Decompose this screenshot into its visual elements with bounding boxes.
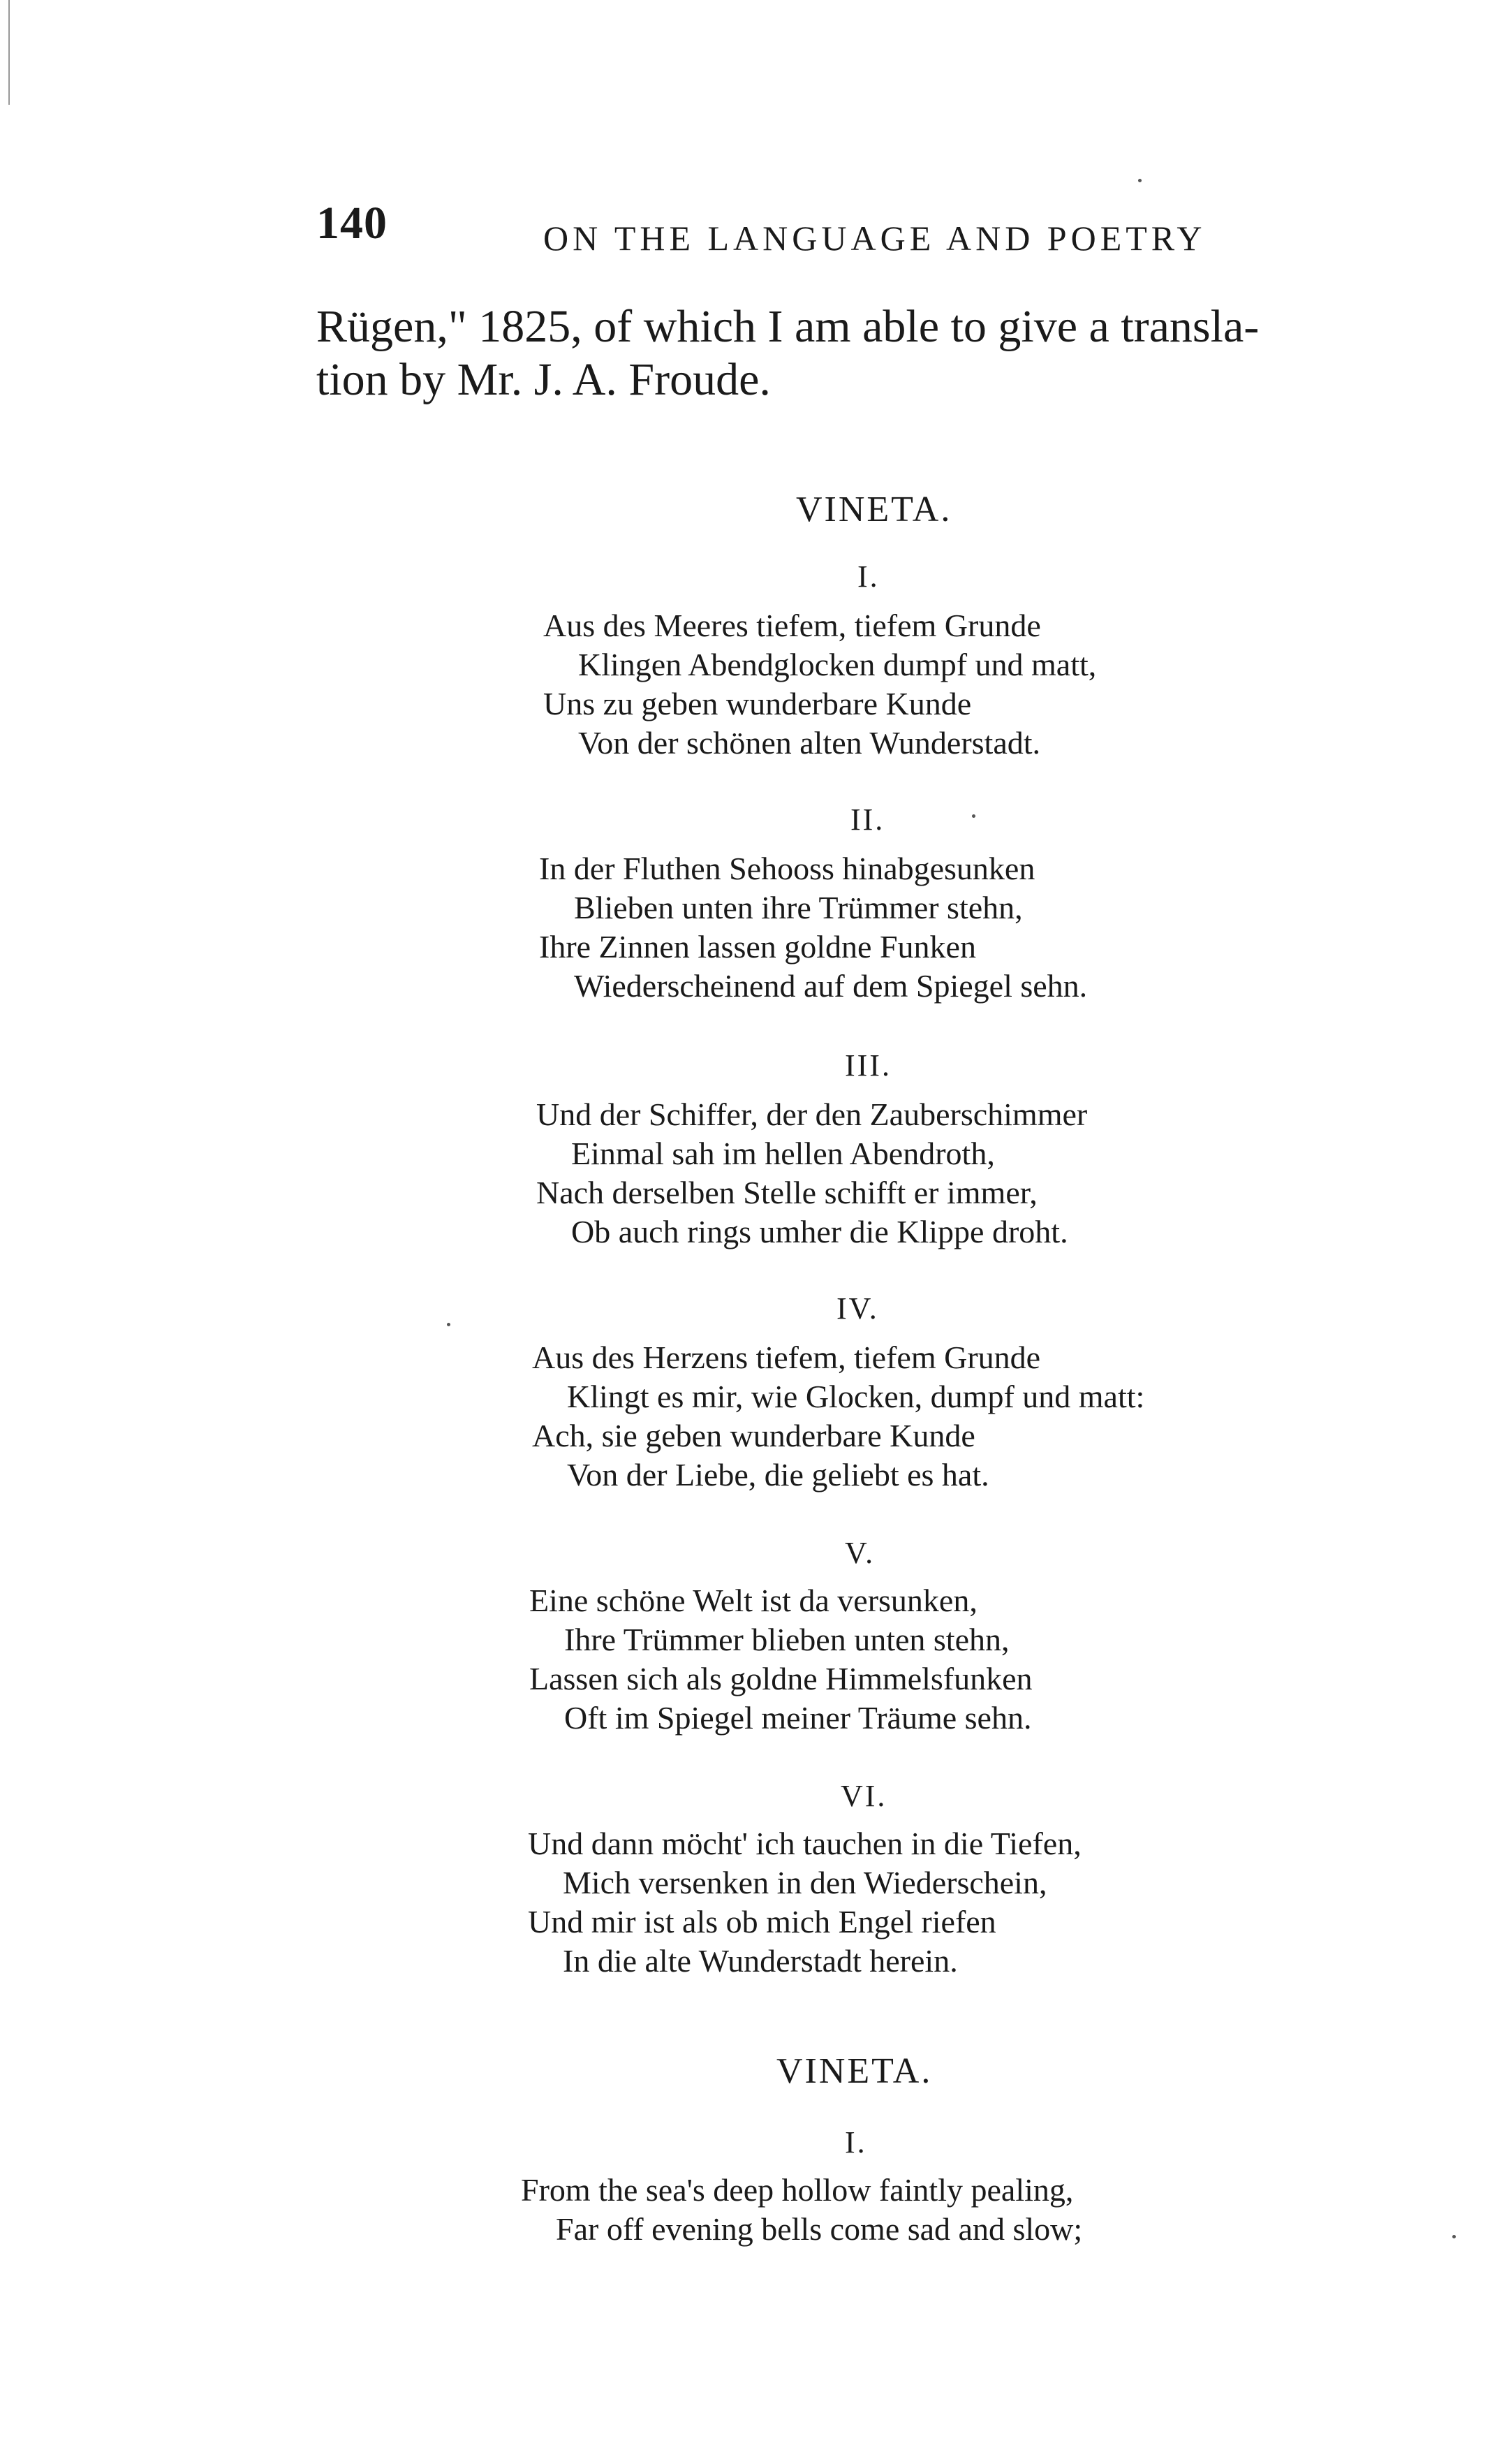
running-head: ON THE LANGUAGE AND POETRY — [543, 219, 1207, 258]
verse-line: Einmal sah im hellen Abendroth, — [571, 1136, 995, 1171]
verse-line: Blieben unten ihre Trümmer stehn, — [574, 890, 1023, 925]
verse-line: Ach, sie geben wunderbare Kunde — [532, 1418, 975, 1453]
stanza-number: VI. — [841, 1779, 887, 1813]
intro-line: tion by Mr. J. A. Froude. — [316, 354, 771, 405]
verse-line: Eine schöne Welt ist da versunken, — [529, 1583, 978, 1618]
verse-line: Far off evening bells come sad and slow; — [556, 2211, 1083, 2247]
stanza-number: III. — [845, 1048, 892, 1083]
german-poem-title: VINETA. — [796, 490, 952, 529]
scan-speck — [447, 1323, 450, 1326]
verse-line: Lassen sich als goldne Himmelsfunken — [529, 1661, 1033, 1696]
verse-line: Ihre Trümmer blieben unten stehn, — [564, 1622, 1010, 1657]
verse-line: Mich versenken in den Wiederschein, — [563, 1865, 1047, 1900]
german-stanza-3 — [536, 1095, 1087, 1252]
verse-line: Klingt es mir, wie Glocken, dumpf und matt: — [567, 1379, 1145, 1414]
scan-speck — [972, 814, 975, 818]
intro-line: Rügen," 1825, of which I am able to give a transla- — [316, 301, 1260, 352]
stanza-number: I. — [845, 2125, 867, 2159]
verse-line: Nach derselben Stelle schifft er immer, — [536, 1175, 1038, 1210]
german-stanza-6 — [528, 1824, 1082, 1981]
verse-line: Ob auch rings umher die Klippe droht. — [571, 1214, 1068, 1249]
verse-line: Und mir ist als ob mich Engel riefen — [528, 1904, 996, 1939]
verse-line: Wiederscheinend auf dem Spiegel sehn. — [574, 968, 1088, 1004]
page-number: 140 — [316, 198, 388, 249]
verse-line: Von der Liebe, die geliebt es hat. — [567, 1457, 989, 1493]
verse-line: Von der schönen alten Wunderstadt. — [578, 725, 1041, 761]
verse-line: Uns zu geben wunderbare Kunde — [543, 686, 972, 721]
verse-line: Und dann möcht' ich tauchen in die Tiefen, — [528, 1826, 1082, 1861]
german-stanza-1 — [543, 606, 1096, 763]
scan-speck — [1138, 179, 1142, 182]
verse-line: Klingen Abendglocken dumpf und matt, — [578, 647, 1097, 682]
verse-line: In der Fluthen Sehooss hinabgesunken — [539, 851, 1035, 886]
verse-line: In die alte Wunderstadt herein. — [563, 1943, 958, 1979]
verse-line: Aus des Herzens tiefem, tiefem Grunde — [532, 1340, 1041, 1375]
intro-paragraph — [316, 300, 1259, 406]
stanza-number: IV. — [836, 1291, 879, 1326]
german-stanza-2 — [539, 849, 1087, 1006]
stanza-number: I. — [857, 559, 880, 594]
verse-line: Aus des Meeres tiefem, tiefem Grunde — [543, 608, 1041, 643]
german-stanza-5 — [529, 1581, 1033, 1738]
verse-line: Ihre Zinnen lassen goldne Funken — [539, 929, 976, 965]
verse-line: From the sea's deep hollow faintly pealing, — [521, 2172, 1074, 2208]
german-stanza-4 — [532, 1338, 1144, 1495]
english-poem-title: VINETA. — [776, 2051, 933, 2091]
english-stanza-1 — [521, 2171, 1082, 2249]
scan-edge-mark — [8, 0, 10, 105]
scan-speck — [1452, 2235, 1456, 2238]
stanza-number: V. — [845, 1536, 876, 1570]
verse-line: Oft im Spiegel meiner Träume sehn. — [564, 1700, 1032, 1736]
stanza-number: II. — [850, 802, 885, 837]
verse-line: Und der Schiffer, der den Zauberschimmer — [536, 1097, 1088, 1132]
